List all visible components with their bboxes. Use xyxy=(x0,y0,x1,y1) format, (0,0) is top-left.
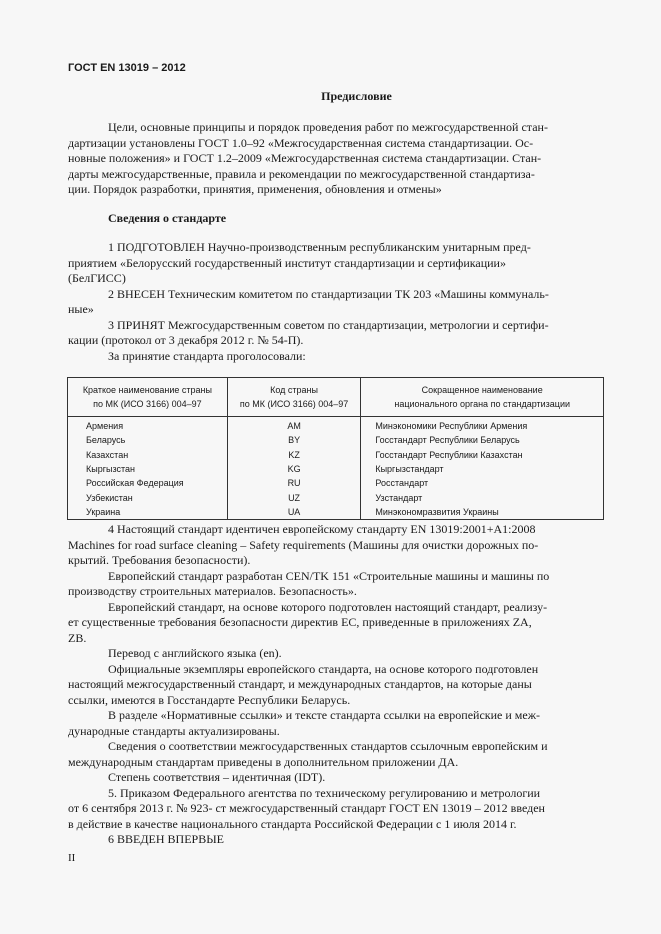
column-header-code: Код страны по МК (ИСО 3166) 004–97 xyxy=(227,378,361,417)
item-3-line: кации (протокол от 3 декабря 2012 г. № 54-П). xyxy=(68,333,304,347)
text-line: ссылки, имеются в Госстандарте Республики Беларусь. xyxy=(68,692,351,707)
document-header: ГОСТ EN 13019 – 2012 xyxy=(68,62,186,74)
country-cell: Узбекистан xyxy=(68,490,228,504)
code-cell: KG xyxy=(227,462,361,476)
country-cell: Российская Федерация xyxy=(68,476,228,490)
text-line: Официальные экземпляры европейского стандарта, на основе которого подготовлен xyxy=(108,661,539,676)
text-line: Европейский стандарт разработан CEN/TK 151 «Строительные машины и машины по xyxy=(108,568,550,583)
item-3-line: За принятие стандарта проголосовали: xyxy=(108,348,306,363)
item-2-line: ные» xyxy=(68,302,94,316)
item-1-line: 1 ПОДГОТОВЛЕН Научно-производственным республиканским унитарным пред- xyxy=(108,240,531,254)
text-line: ет существенные требования безопасности директив ЕС, приведенные в приложениях ZA, xyxy=(68,615,532,629)
table-row xyxy=(68,490,604,504)
text-line: от 6 сентября 2013 г. № 923- ст межгосударственный стандарт ГОСТ EN 13019 – 2012 введен xyxy=(68,801,545,815)
body-cell: Кыргызстандарт xyxy=(361,462,604,476)
table-row xyxy=(68,417,604,434)
column-header-body: Сокращенное наименование национального органа по стандартизации xyxy=(361,378,604,417)
body-cell: Минэкономразвития Украины xyxy=(361,505,604,520)
text-line: Степень соответствия – идентичная (IDT). xyxy=(108,770,326,784)
text-line: Перевод с английского языка (en). xyxy=(108,646,282,660)
text-line: дународные стандарты актуализированы. xyxy=(68,723,280,738)
page-title xyxy=(0,89,661,104)
code-cell: KZ xyxy=(227,448,361,462)
text-line: 6 ВВЕДЕН ВПЕРВЫЕ xyxy=(108,832,224,846)
body-cell: Госстандарт Республики Казахстан xyxy=(361,448,604,462)
item-2-line: 2 ВНЕСЕН Техническим комитетом по стандартизации ТК 203 «Машины коммуналь- xyxy=(108,286,549,301)
page-title-text: Предисловие xyxy=(321,89,392,103)
table-row xyxy=(68,462,604,476)
body-cell: Минэкономики Республики Армения xyxy=(361,417,604,434)
code-cell: UZ xyxy=(227,490,361,504)
text-line: Цели, основные принципы и порядок проведения работ по межгосударственной стан- xyxy=(108,120,548,134)
body-cell: Узстандарт xyxy=(361,490,604,504)
text-line: международным стандартам приведены в дополнительном приложении ДА. xyxy=(68,754,459,769)
text-line: дарты межгосударственные, правила и рекомендации по межгосударственной стандартиза- xyxy=(68,166,535,181)
country-cell: Беларусь xyxy=(68,433,228,447)
item-1-line: (БелГИСС) xyxy=(68,271,126,285)
text-line: в действие в качестве национального стандарта Российской Федерации с 1 июля 2014 г. xyxy=(68,816,517,831)
voting-states-table xyxy=(67,377,604,520)
body-cell: Росстандарт xyxy=(361,476,604,490)
country-cell: Казахстан xyxy=(68,448,228,462)
table-row xyxy=(68,448,604,462)
text-line: Machines for road surface cleaning – Safety requirements (Машины для очистки дорожных по- xyxy=(68,537,539,552)
country-cell: Украина xyxy=(68,505,228,520)
column-header-country: Краткое наименование страны по МК (ИСО 3166) 004–97 xyxy=(68,378,228,417)
code-cell: AM xyxy=(227,417,361,434)
section-subtitle: Сведения о стандарте xyxy=(108,211,227,225)
table-header-row xyxy=(68,378,604,417)
code-cell: BY xyxy=(227,433,361,447)
standard-info-items xyxy=(68,240,595,364)
item-1-line: приятием «Белорусский государственный институт стандартизации и сертификации» xyxy=(68,255,506,270)
table-row xyxy=(68,433,604,447)
text-line: новные положения» и ГОСТ 1.2–2009 «Межгосударственная система стандартизации. Стан- xyxy=(68,151,542,165)
table-row xyxy=(68,505,604,520)
text-line: 4 Настоящий стандарт идентичен европейскому стандарту EN 13019:2001+A1:2008 xyxy=(108,522,536,536)
text-line: В разделе «Нормативные ссылки» и тексте стандарта ссылки на европейские и меж- xyxy=(108,708,540,722)
text-line: Сведения о соответствии межгосударственных стандартов ссылочным европейским и xyxy=(108,739,548,753)
text-line: производству строительных материалов. Безопасность». xyxy=(68,584,357,598)
page-number: II xyxy=(68,852,76,864)
country-cell: Армения xyxy=(68,417,228,434)
item-3-line: 3 ПРИНЯТ Межгосударственным советом по стандартизации, метрологии и сертифи- xyxy=(108,317,549,332)
text-line: настоящий межгосударственный стандарт, и международных стандартов, на которые даны xyxy=(68,677,532,691)
text-line: ZB. xyxy=(68,630,87,645)
standard-body-text xyxy=(68,522,595,848)
code-cell: RU xyxy=(227,476,361,490)
text-line: крытий. Требования безопасности). xyxy=(68,553,251,567)
table-row xyxy=(68,476,604,490)
code-cell: UA xyxy=(227,505,361,520)
text-line: дартизации установлены ГОСТ 1.0–92 «Межгосударственная система стандартизации. Ос- xyxy=(68,135,534,150)
country-cell: Кыргызстан xyxy=(68,462,228,476)
text-line: Европейский стандарт, на основе которого подготовлен настоящий стандарт, реализу- xyxy=(108,599,548,614)
body-cell: Госстандарт Республики Беларусь xyxy=(361,433,604,447)
intro-paragraph xyxy=(68,120,595,198)
text-line: 5. Приказом Федерального агентства по техническому регулированию и метрологии xyxy=(108,785,541,800)
text-line: ции. Порядок разработки, принятия, применения, обновления и отмены» xyxy=(68,182,442,196)
